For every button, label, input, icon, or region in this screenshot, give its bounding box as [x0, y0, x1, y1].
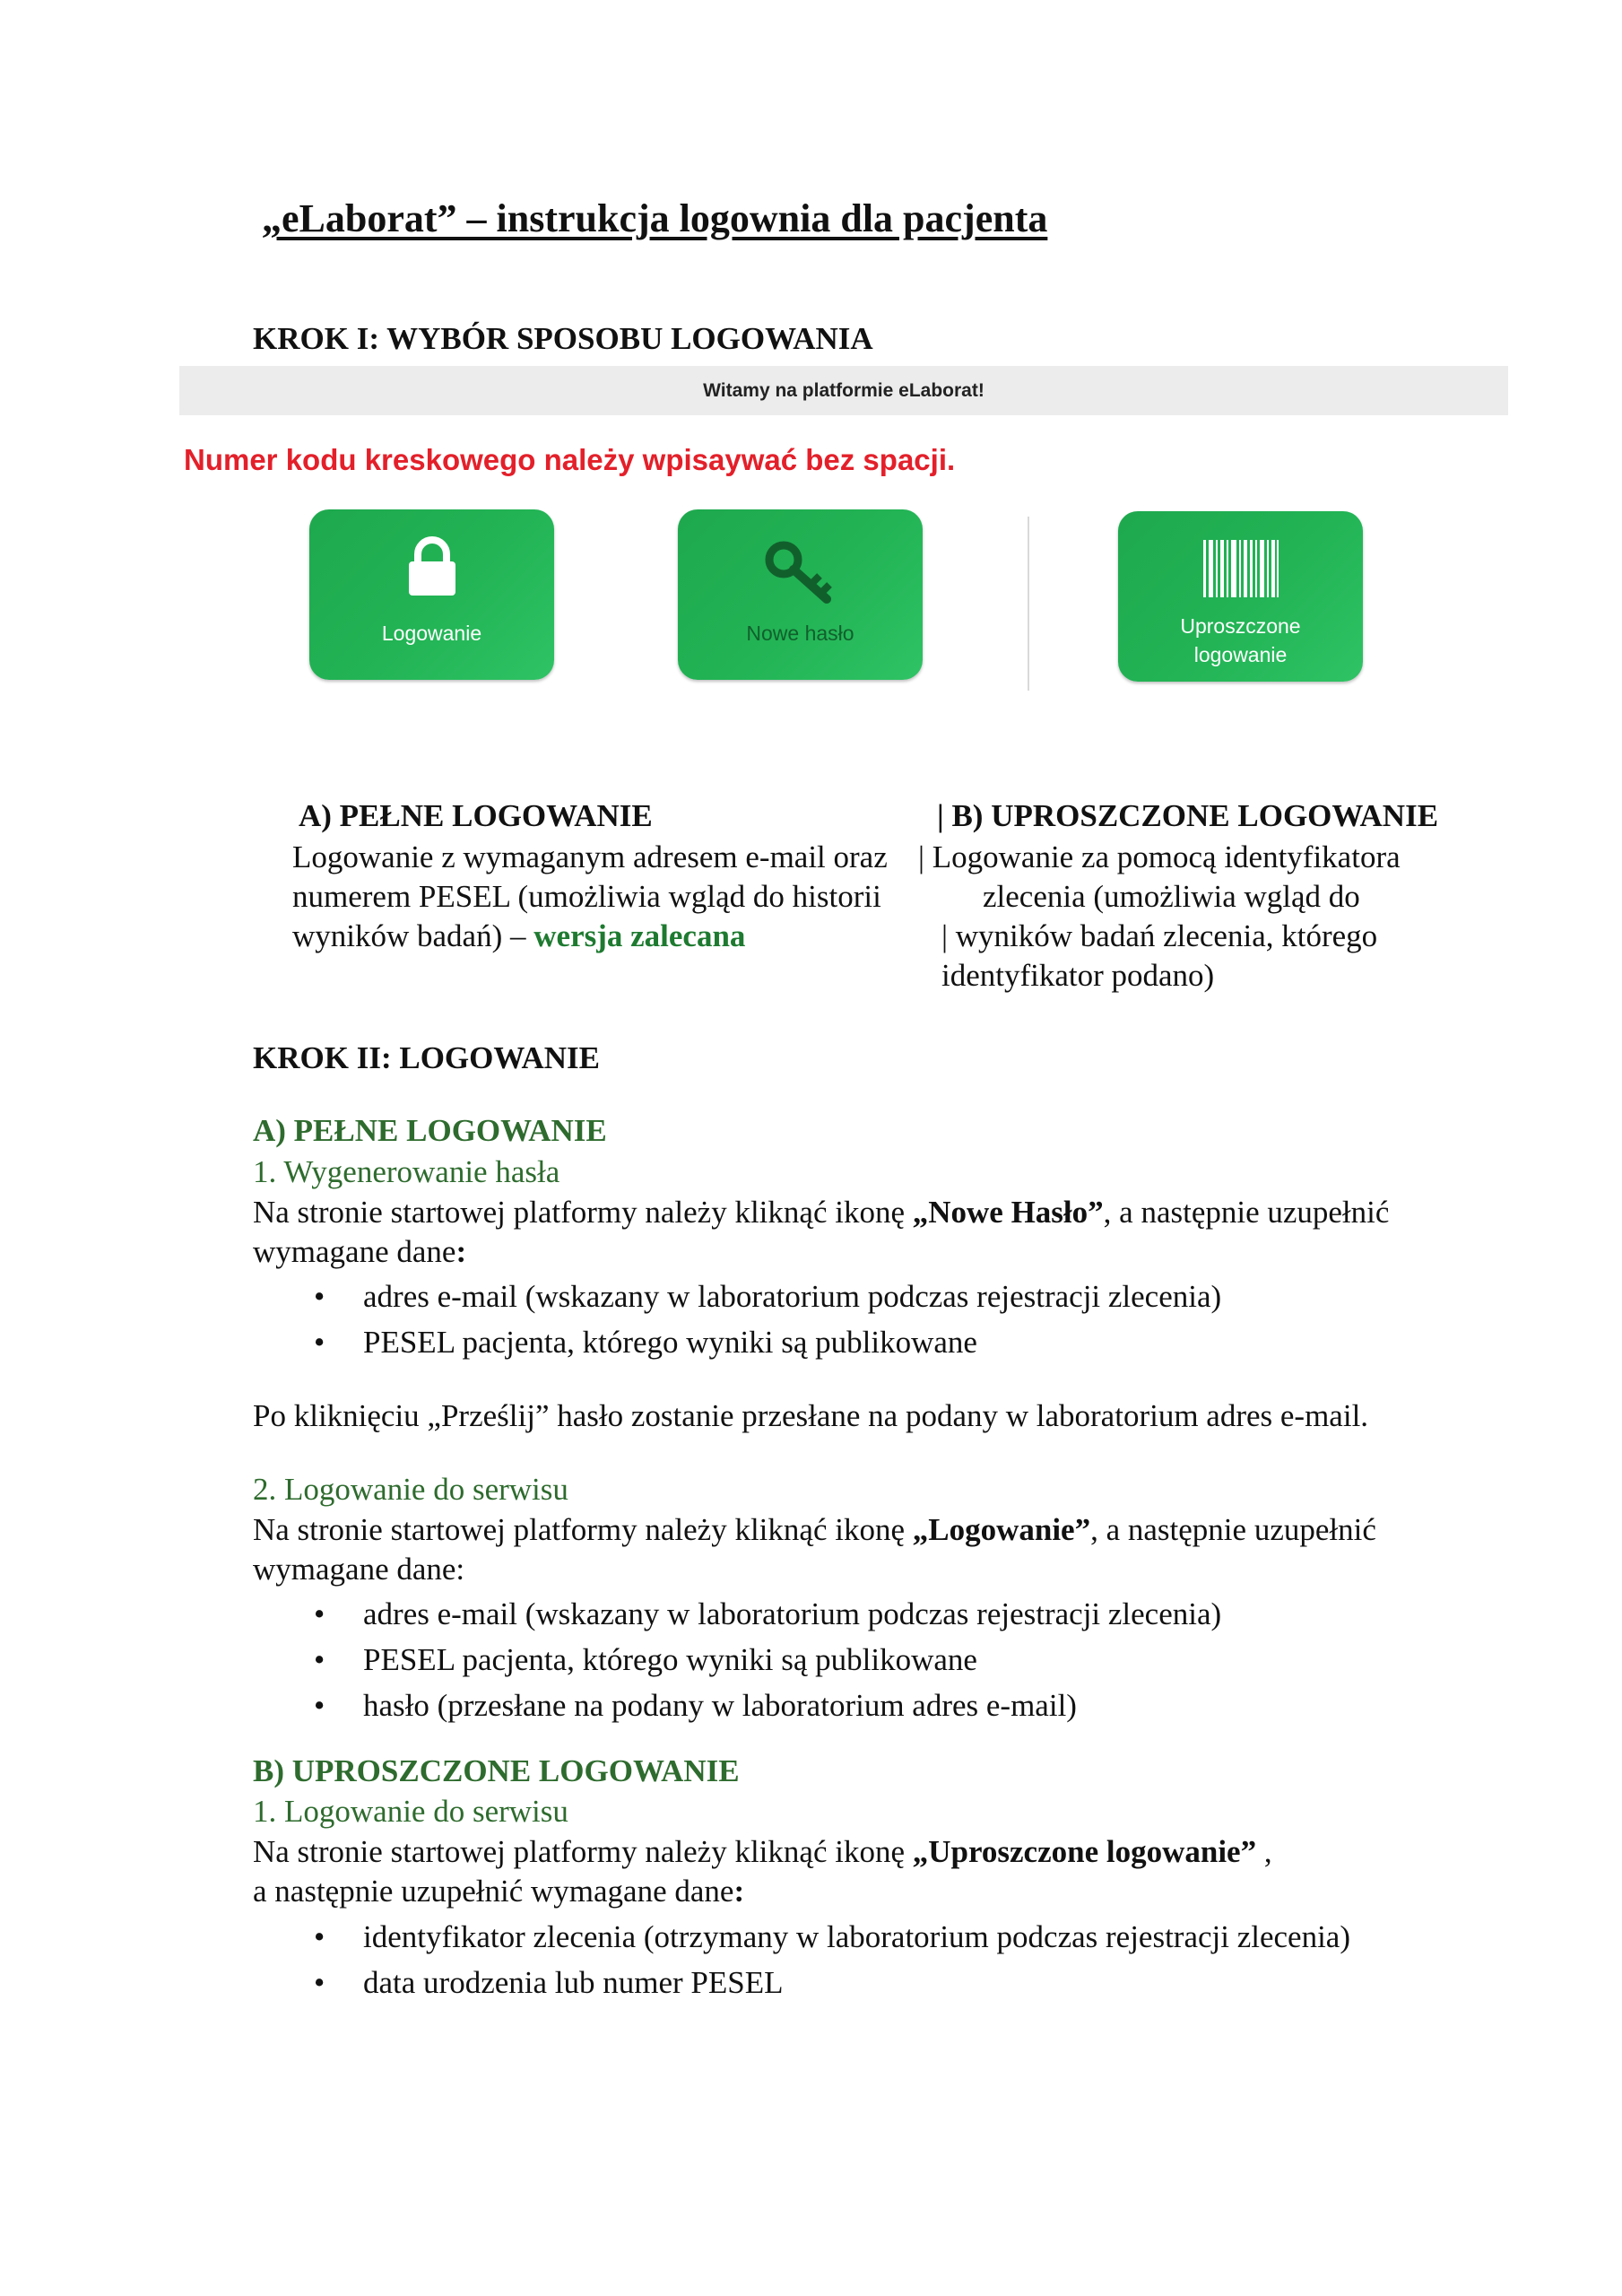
p3-text-bold: „Logowanie”	[912, 1512, 1091, 1547]
col-a-line1: Logowanie z wymaganym adresem e-mail oraz	[292, 839, 888, 874]
welcome-banner	[179, 366, 1508, 415]
new-password-button-label: Nowe hasło	[746, 622, 854, 645]
bullet: •	[314, 1596, 325, 1631]
step2-heading: KROK II: LOGOWANIE	[253, 1040, 600, 1075]
p1-line2-colon: :	[455, 1234, 467, 1269]
login-to-service-subheading: 2. Logowanie do serwisu	[253, 1472, 568, 1507]
simplified-login-button[interactable]	[1118, 511, 1363, 682]
simplified-login-label-line2: logowanie	[1193, 643, 1288, 667]
list-item-text: adres e-mail (wskazany w laboratorium podczas rejestracji zlecenia)	[363, 1279, 1222, 1314]
sp1-line2-text: a następnie uzupełnić wymagane dane	[253, 1874, 734, 1909]
full-login-paragraph-1	[253, 1193, 1389, 1232]
simplified-login-subheading: 1. Logowanie do serwisu	[253, 1794, 568, 1829]
list-item-text: hasło (przesłane na podany w laboratorium adres e-mail)	[363, 1688, 1077, 1723]
p3-text-post: , a następnie uzupełnić	[1090, 1512, 1376, 1547]
tile-divider	[1028, 517, 1029, 691]
recommended-version: wersja zalecana	[533, 918, 746, 953]
document-title: „eLaborat” – instrukcja logownia dla pacjenta	[262, 196, 1048, 240]
key-icon	[764, 540, 839, 604]
full-login-paragraph-3	[253, 1510, 1376, 1550]
col-b-line4: identyfikator podano)	[941, 958, 1215, 993]
login-button[interactable]	[309, 509, 554, 680]
simplified-login-paragraph	[253, 1832, 1272, 1872]
list-item	[314, 1965, 783, 2001]
barcode-warning: Numer kodu kreskowego należy wpisaywać bez spacji.	[184, 443, 956, 476]
list-item-text: identyfikator zlecenia (otrzymany w laboratorium podczas rejestracji zlecenia)	[363, 1919, 1350, 1954]
col-b-line1: | Logowanie za pomocą identyfikatora	[918, 839, 1401, 874]
p1-line2-text: wymagane dane	[253, 1234, 456, 1269]
new-password-button[interactable]	[678, 509, 923, 680]
login-button-label: Logowanie	[381, 622, 482, 645]
full-login-paragraph-3-line2: wymagane dane:	[253, 1552, 465, 1587]
step1-heading: KROK I: WYBÓR SPOSOBU LOGOWANIA	[253, 321, 873, 356]
welcome-banner-text: Witamy na platformie eLaborat!	[703, 379, 984, 401]
sp1-text-bold: „Uproszczone logowanie”	[912, 1834, 1257, 1869]
full-login-heading: A) PEŁNE LOGOWANIE	[253, 1113, 607, 1148]
lock-icon	[405, 536, 459, 597]
col-a-line3-text: wyników badań) –	[292, 918, 534, 953]
list-item	[314, 1642, 977, 1678]
generate-password-subheading: 1. Wygenerowanie hasła	[253, 1154, 560, 1189]
p1-text-pre: Na stronie startowej platformy należy kliknąć ikonę	[253, 1195, 913, 1230]
list-item	[314, 1325, 977, 1361]
bullet: •	[314, 1919, 325, 1954]
col-b-heading: | B) UPROSZCZONE LOGOWANIE	[937, 798, 1439, 833]
bullet: •	[314, 1279, 325, 1314]
sp1-text-post: ,	[1256, 1834, 1272, 1869]
sp1-text-pre: Na stronie startowej platformy należy kliknąć ikonę	[253, 1834, 913, 1869]
list-item-text: adres e-mail (wskazany w laboratorium podczas rejestracji zlecenia)	[363, 1596, 1222, 1631]
full-login-paragraph-2: Po kliknięciu „Prześlij” hasło zostanie przesłane na podany w laboratorium adres e-mail.	[253, 1398, 1369, 1433]
list-item-text: PESEL pacjenta, którego wyniki są publikowane	[363, 1325, 977, 1360]
simplified-login-button-label	[1118, 612, 1363, 669]
full-login-paragraph-1-line2	[253, 1232, 466, 1272]
list-item-text: data urodzenia lub numer PESEL	[363, 1965, 784, 2000]
bullet: •	[314, 1688, 325, 1723]
col-a-heading: A) PEŁNE LOGOWANIE	[299, 798, 653, 833]
bullet: •	[314, 1965, 325, 2000]
list-item	[314, 1279, 1221, 1315]
p3-text-pre: Na stronie startowej platformy należy kliknąć ikonę	[253, 1512, 913, 1547]
list-item	[314, 1919, 1350, 1955]
bullet: •	[314, 1642, 325, 1677]
col-a-line3	[292, 916, 745, 957]
list-item	[314, 1596, 1221, 1632]
p1-text-bold: „Nowe Hasło”	[912, 1195, 1104, 1230]
list-item	[314, 1688, 1077, 1724]
col-b-line3: | wyników badań zlecenia, którego	[941, 918, 1378, 953]
list-item-text: PESEL pacjenta, którego wyniki są publikowane	[363, 1642, 977, 1677]
barcode-icon	[1203, 540, 1279, 597]
simplified-login-paragraph-line2	[253, 1872, 744, 1911]
bullet: •	[314, 1325, 325, 1360]
sp1-line2-colon: :	[733, 1874, 745, 1909]
simplified-login-label-line1: Uproszczone	[1180, 614, 1301, 638]
simplified-login-heading: B) UPROSZCZONE LOGOWANIE	[253, 1753, 740, 1788]
p1-text-post: , a następnie uzupełnić	[1103, 1195, 1390, 1230]
col-a-line2: numerem PESEL (umożliwia wgląd do historii	[292, 879, 881, 914]
col-b-line2: zlecenia (umożliwia wgląd do	[983, 879, 1360, 914]
